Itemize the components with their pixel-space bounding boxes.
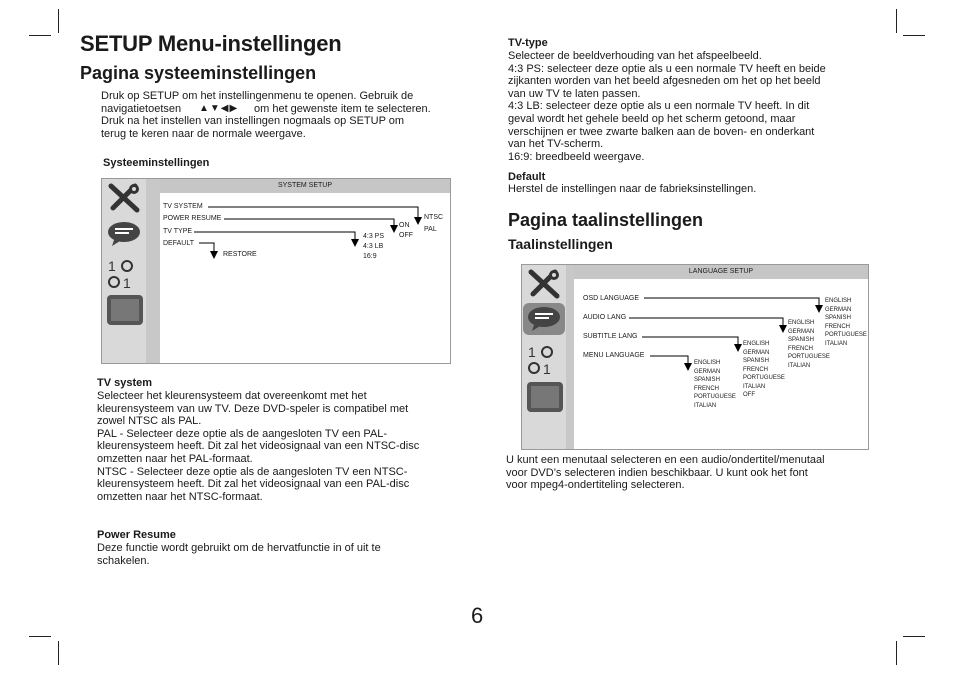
menu-language-options[interactable]: ENGLISH GERMAN SPANISH FRENCH PORTUGUESE ITALIAN — [694, 360, 736, 409]
power-resume-options[interactable]: ON OFF — [399, 222, 413, 239]
default-option[interactable]: RESTORE — [223, 251, 257, 258]
menu-item-tv-type[interactable]: TV TYPE — [163, 228, 193, 235]
menu-item-osd-language[interactable]: OSD LANGUAGE — [583, 295, 640, 302]
default-text: Herstel de instellingen naar de fabrieksinstellingen. — [508, 183, 757, 195]
tv-type-heading: TV-type — [508, 37, 548, 49]
crop-mark — [29, 636, 51, 637]
crop-mark — [903, 636, 925, 637]
tv-type-options[interactable]: 4:3 PS 4:3 LB 16:9 — [363, 233, 385, 260]
tv-system-heading: TV system — [97, 377, 153, 389]
section-heading-system: Pagina systeeminstellingen — [80, 63, 317, 83]
language-setup-title: LANGUAGE SETUP — [574, 265, 868, 279]
menu-item-power-resume[interactable]: POWER RESUME — [163, 215, 222, 222]
system-setup-screen — [101, 178, 451, 364]
system-setup-connectors — [102, 179, 450, 363]
tv-system-options[interactable]: NTSC PAL — [424, 214, 444, 233]
language-text: U kunt een menutaal selecteren en een audio/ondertitel/menutaal voor DVD’s selecteren indien beschikbaar. U kunt ook het font voor mpeg4-ondertiteling selecteren. — [506, 454, 825, 492]
tv-type-text: Selecteer de beeldverhouding van het afspeelbeeld. 4:3 PS: selecteer deze optie als u een normale TV heeft en beide zijkanten worden van het beeld afgesneden om het op het beeld van uw TV te laten passen. 4:3 LB: selecteer deze optie als u een normale TV heeft. In dit geval wordt het gehele beeld op het scherm getoond, maar verschijnen er twee zwarte balken aan de boven- en onderkant van het TV-scherm. 16:9: breedbeeld weergave. — [508, 50, 826, 163]
system-caption: Systeeminstellingen — [103, 157, 210, 169]
menu-item-audio-lang[interactable]: AUDIO LANG — [583, 314, 627, 321]
power-resume-heading: Power Resume — [97, 529, 176, 541]
menu-item-tv-system[interactable]: TV SYSTEM — [163, 203, 203, 210]
section-heading-language: Pagina taalinstellingen — [508, 210, 704, 230]
crop-mark — [896, 641, 897, 665]
crop-mark — [29, 35, 51, 36]
crop-mark — [903, 35, 925, 36]
intro-line-1: Druk op SETUP om het instellingenmenu te openen. Gebruik de — [101, 90, 414, 102]
crop-mark — [58, 9, 59, 33]
intro-line-2a: navigatietoetsen — [101, 102, 182, 115]
subtitle-lang-options[interactable]: ENGLISH GERMAN SPANISH FRENCH PORTUGUESE ITALIAN OFF — [743, 341, 785, 398]
svg-text:1: 1 — [123, 275, 131, 290]
audio-lang-options[interactable]: ENGLISH GERMAN SPANISH FRENCH PORTUGUESE ITALIAN — [788, 320, 830, 369]
menu-item-default[interactable]: DEFAULT — [163, 240, 194, 247]
intro-rest: Druk na het instellen van instellingen nogmaals op SETUP om terug te keren naar de normale weergave. — [101, 115, 405, 140]
power-resume-text: Deze functie wordt gebruikt om de hervatfunctie in of uit te schakelen. — [97, 542, 381, 567]
crop-mark — [58, 641, 59, 665]
crop-mark — [896, 9, 897, 33]
svg-text:1: 1 — [528, 344, 536, 360]
page-number: 6 — [471, 603, 484, 628]
language-setup-screen — [521, 264, 869, 450]
language-caption: Taalinstellingen — [508, 236, 613, 252]
page-title: SETUP Menu-instellingen — [80, 31, 342, 56]
osd-language-options[interactable]: ENGLISH GERMAN SPANISH FRENCH PORTUGUESE ITALIAN — [825, 298, 867, 347]
menu-item-subtitle-lang[interactable]: SUBTITLE LANG — [583, 333, 638, 340]
menu-item-menu-language[interactable]: MENU LANGUAGE — [583, 352, 645, 359]
arrow-keys-icon: ▲▼◀▶ — [199, 102, 239, 114]
intro-line-2b: om het gewenste item te selecteren. — [254, 102, 431, 115]
svg-text:1: 1 — [543, 361, 551, 376]
svg-text:1: 1 — [108, 258, 116, 274]
system-setup-title: SYSTEM SETUP — [160, 179, 450, 193]
tv-system-text: Selecteer het kleurensysteem dat overeenkomt met het kleurensysteem van uw TV. Deze DVD-speler is compatibel met zowel NTSC als PAL. PAL - Selecteer deze optie als de aangesloten TV een PAL- kleurensysteem heeft. Dit zal het videosignaal van een NTSC-disc omzetten naar het PAL-formaat. NTSC - Selecteer deze optie als de aangesloten TV een NTSC- kleurensysteem heeft. Dit zal het videosignaal van een PAL-disc omzetten naar het NTSC-formaat. — [97, 390, 420, 503]
default-heading: Default — [508, 171, 546, 183]
